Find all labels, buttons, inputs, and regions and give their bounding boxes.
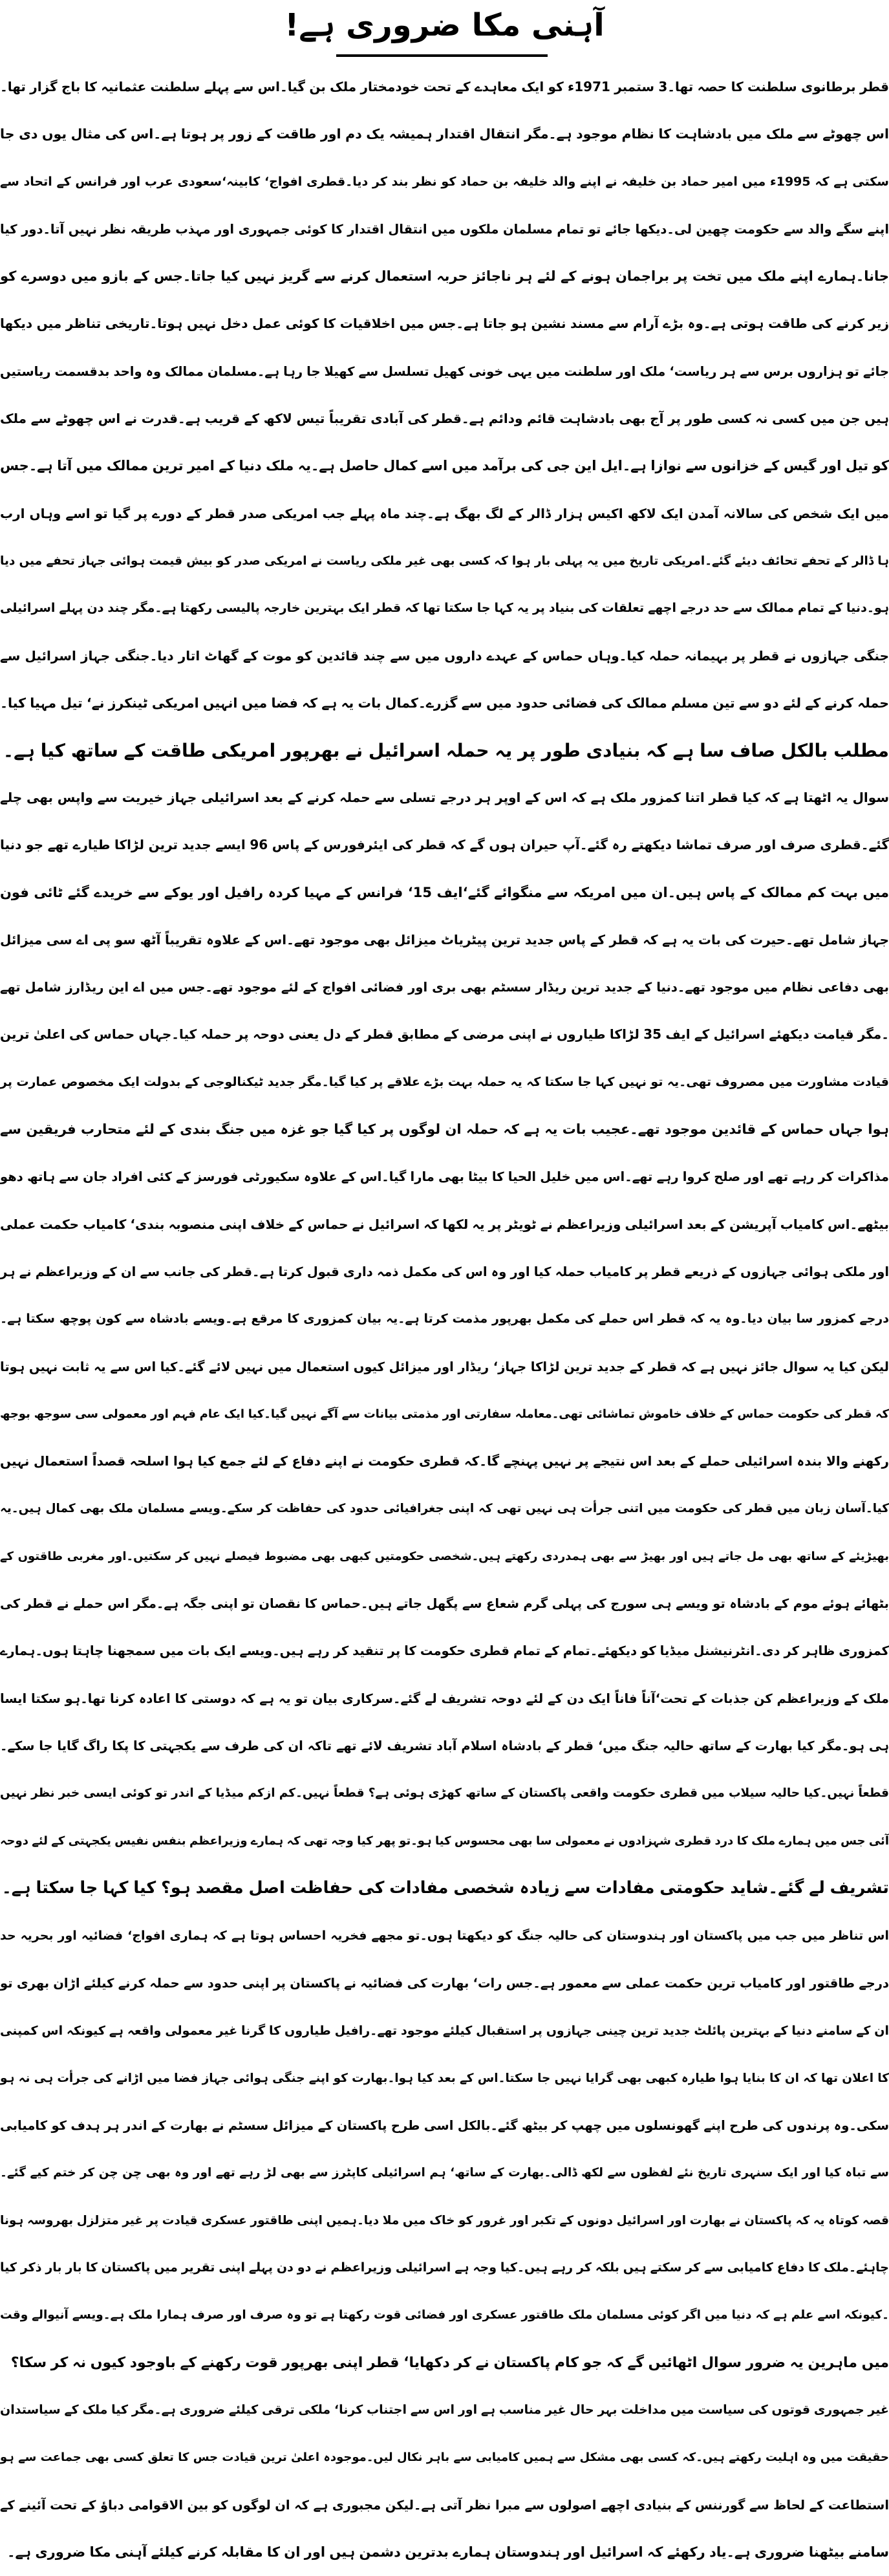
text-line: گئے۔قطری صرف اور صرف تماشا دیکھتے رہ گئے۔آپ حیران ہوں گے کہ قطر کی ایئرفورس کے پاس 96 ایسے جدید ترین لڑاکا طیارے تھے جو دنیا xyxy=(0,837,889,853)
paragraph-4 xyxy=(0,2387,889,2576)
text-line: سامنے بیٹھنا ضروری ہے۔یاد رکھئے کہ اسرائیل اور ہندوستان ہمارے بدترین دشمن ہیں اور ان کا مقابلہ کرنے کیلئے آہنی مکا ضروری ہے۔ xyxy=(7,2544,889,2560)
text-line: بٹھائے ہوئے موم کے بادشاہ تو ویسے ہی سورج کی پہلی گرم شعاع سے پگھل جاتے ہیں۔حماس کا نقصان تو اپنی جگہ ہے۔مگر اس حملے نے قطر کی xyxy=(0,1596,889,1612)
text-line: حملہ کرنے کے لئے دو سے تین مسلم ممالک کی فضائی حدود میں سے گزرے۔کمال بات یہ ہے کہ فضا میں انہیں امریکی ٹینکرز نے‘ تیل مہیا کیا۔ xyxy=(0,695,889,711)
text-line: قطعاً نہیں۔کیا حالیہ سیلاب میں قطری حکومت واقعی پاکستان کے ساتھ کھڑی ہوئی ہے؟ قطعاً نہیں۔کم ازکم میڈیا کے اندر تو کوئی ایسی خبر نظر نہیں xyxy=(0,1786,889,1801)
text-line: آئی جس میں ہمارے ملک کا درد قطری شہزادوں نے معمولی سا بھی محسوس کیا ہو۔تو پھر کیا وجہ تھی کہ ہمارے وزیراعظم بنفس نفیس یکجہتی کے لئے دوحہ xyxy=(0,1834,889,1848)
text-line: حقیقت میں وہ اہلیت رکھتے ہیں۔کہ کسی بھی مشکل سے ہمیں کامیابی سے باہر نکال لیں۔موجودہ اعلیٰ ترین قیادت جس کا تعلق کسی بھی جماعت سے ہو xyxy=(0,2451,889,2465)
text-line: سے تباہ کیا اور ایک سنہری تاریخ نئے لفظوں سے لکھ ڈالی۔بھارت کے ساتھ‘ ہم اسرائیلی کاپٹرز سے بھی لڑ رہے تھے اور وہ بھی چن چن کر ختم کیے گئے۔ xyxy=(0,2166,889,2180)
text-line: قیادت مشاورت میں مصروف تھی۔یہ تو نہیں کہا جا سکتا کہ یہ حملہ بہت بڑے علاقے پر کیا گیا۔مگر جدید ٹیکنالوجی کے بدولت ایک مخصوص عمارت پر xyxy=(0,1074,889,1089)
text-line: قصہ کوتاہ یہ کہ پاکستان نے بھارت اور اسرائیل دونوں کے تکبر اور غرور کو خاک میں ملا دیا۔ہمیں اپنی طاقتور عسکری قیادت پر غیر متزلزل بھروسہ ہونا xyxy=(0,2213,889,2227)
paragraph-2 xyxy=(0,774,889,1912)
text-line: ہیں جن میں کسی نہ کسی طور پر آج بھی بادشاہت قائم ودائم ہے۔قطر کی آبادی تقریباً تیس لاکھ کے قریب ہے۔قدرت نے اس چھوٹے سے ملک xyxy=(0,411,889,427)
text-line: ملک کے وزیراعظم کن جذبات کے تحت‘آناً فاناً ایک دن کے لئے دوحہ تشریف لے گئے۔سرکاری بیان تو یہ ہے کہ دوستی کا اعادہ کرنا تھا۔ہو سکتا ایسا xyxy=(0,1691,889,1706)
text-line: لیکن کیا یہ سوال جائز نہیں ہے کہ قطر کے جدید ترین لڑاکا جہاز‘ ریڈار اور میزائل کیوں استعمال میں نہیں لائے گئے۔کیا اس سے یہ ثابت نہیں ہوتا xyxy=(0,1359,889,1374)
text-line: غیر جمہوری قوتوں کی سیاست میں مداخلت بہر حال غیر مناسب ہے اور اس سے اجتناب کرنا‘ ملکی ترقی کیلئے ضروری ہے۔مگر کیا ملک کے سیاستدان xyxy=(0,2403,889,2417)
text-line: کیا۔آسان زبان میں قطر کی حکومت میں اتنی جرأت ہی نہیں تھی کہ اپنی جغرافیائی حدود کی حفاظت کر سکے۔ویسے مسلمان ملک بھی کمال ہیں۔یہ xyxy=(0,1502,889,1516)
text-line: جنگی جہازوں نے قطر پر بہیمانہ حملہ کیا۔وہاں حماس کے عہدے داروں میں سے چند قائدین کو موت کے گھاٹ اتار دیا۔جنگی جہاز اسرائیل سے xyxy=(0,647,889,664)
text-line: رکھنے والا بندہ اسرائیلی حملے کے بعد اس نتیجے پر نہیں پہنچے گا۔کہ قطری حکومت نے اپنے دفاع کے لئے جمع کیا ہوا اسلحہ قصداً استعمال نہیں xyxy=(0,1453,889,1469)
text-line: سکی۔وہ پرندوں کی طرح اپنے گھونسلوں میں چھپ کر بیٹھ گئے۔بالکل اسی طرح پاکستان کے میزائل سسٹم نے بھارت کے اندر ہر ہدف کو کامیابی xyxy=(0,2118,889,2134)
text-line: ہی ہو۔مگر کیا بھارت کے ساتھ حالیہ جنگ میں‘ قطر کے بادشاہ اسلام آباد تشریف لائے تھے تاکہ ان کی طرف سے یکجہتی کا پکا راگ گایا جا سکے۔ xyxy=(0,1738,889,1753)
text-line: ہا ڈالر کے تحفے تحائف دیئے گئے۔امریکی تاریخ میں یہ پہلی بار ہوا کہ کسی بھی غیر ملکی ریاست نے امریکی صدر کو بیش قیمت ہوائی جہاز تحفے میں دیا xyxy=(0,554,889,568)
article-title: آہنی مکا ضروری ہے! xyxy=(284,7,605,43)
text-line: اس چھوٹے سے ملک میں بادشاہت کا نظام موجود ہے۔مگر انتقال اقتدار ہمیشہ یک دم اور طاقت کے زور پر ہوتا ہے۔اس کی مثال یوں دی جا xyxy=(0,126,889,142)
text-line: میں ایک شخص کی سالانہ آمدن ایک لاکھ اکیس ہزار ڈالر کے لگ بھگ ہے۔چند ماہ پہلے جب امریکی صدر قطر کے دورے پر گیا تو اسے وہاں ارب xyxy=(0,505,889,521)
paragraph-1 xyxy=(0,63,889,774)
text-line: مطلب بالکل صاف سا ہے کہ بنیادی طور پر یہ حملہ اسرائیل نے بھرپور امریکی طاقت کے ساتھ کیا ہے۔ xyxy=(3,740,889,762)
text-line: ۔کیونکہ اسے علم ہے کہ دنیا میں اگر کوئی مسلمان ملک طاقتور عسکری اور فضائی قوت رکھتا ہے تو وہ صرف اور صرف ہمارا ملک ہے۔ویسے آنیوالے وقت xyxy=(0,2308,889,2322)
text-line: کو تیل اور گیس کے خزانوں سے نوازا ہے۔ایل این جی کی برآمد میں اسے کمال حاصل ہے۔یہ ملک دنیا کے امیر ترین ممالک میں آتا ہے۔جس xyxy=(0,458,889,474)
text-line: قطر برطانوی سلطنت کا حصہ تھا۔3 ستمبر 1971ء کو ایک معاہدے کے تحت خودمختار ملک بن گیا۔اس سے پہلے سلطنت عثمانیہ کا باج گزار تھا۔ xyxy=(0,79,889,94)
text-line: چاہئے۔ملک کا دفاع کامیابی سے کر سکتے ہیں بلکہ کر رہے ہیں۔کیا وجہ ہے اسرائیلی وزیراعظم نے دو دن پہلے اپنی تقریر میں پاکستان کا بار بار ذکر کیا xyxy=(0,2260,889,2275)
text-line: استطاعت کے لحاظ سے گورننس کے بنیادی اچھے اصولوں سے مبرا نظر آتی ہے۔لیکن مجبوری ہے کہ ان لوگوں کو بین الاقوامی دباؤ کے تحت آئینے کے xyxy=(0,2497,889,2513)
text-line: جائے تو ہزاروں برس سے ہر ریاست‘ ملک اور سلطنت میں یہی خونی کھیل تسلسل سے کھیلا جا رہا ہے۔مسلمان ممالک وہ واحد بدقسمت ریاستیں xyxy=(0,363,889,379)
text-line: درجے کمزور سا بیان دیا۔وہ یہ کہ قطر اس حملے کی مکمل بھرپور مذمت کرتا ہے۔یہ بیان کمزوری کا مرقع ہے۔ویسے بادشاہ سے کون پوچھ سکتا ہے۔ xyxy=(0,1312,889,1326)
text-line: ۔مگر قیامت دیکھئے اسرائیل کے ایف 35 لڑاکا طیاروں نے اپنی مرضی کے مطابق قطر کے دل یعنی دوحہ پر حملہ کیا۔جہاں حماس کی اعلیٰ ترین xyxy=(0,1026,889,1043)
text-line: ہوا جہاں حماس کے قائدین موجود تھے۔عجیب بات یہ ہے کہ حملہ ان لوگوں پر کیا گیا جو غزہ میں جنگ بندی کے لئے متحارب فریقین سے xyxy=(0,1121,889,1138)
text-line: ان کے سامنے دنیا کے بہترین پائلٹ جدید ترین چینی جہازوں پر استقبال کیلئے موجود تھے۔رافیل طیاروں کا گرنا غیر معمولی واقعہ ہے کیونکہ اس کمپنی xyxy=(0,2023,889,2038)
text-line: بھیڑیئے کے ساتھ بھی مل جاتے ہیں اور بھیڑ سے بھی ہمدردی رکھتے ہیں۔شخصی حکومتیں کبھی بھی مضبوط فیصلے نہیں کر سکتیں۔اور مغربی طاقتوں کے xyxy=(0,1549,889,1563)
text-line: درجے طاقتور اور کامیاب ترین حکمت عملی سے معمور ہے۔جس رات‘ بھارت کی فضائیہ نے پاکستان پر اپنی حدود سے حملہ کرنے کیلئے اڑان بھری تو xyxy=(0,1976,889,1991)
text-line: میں ماہرین یہ ضرور سوال اٹھائیں گے کہ جو کام پاکستان نے کر دکھایا‘ قطر اپنی بھرپور قوت رکھنے کے باوجود کیوں نہ کر سکا؟ xyxy=(10,2354,889,2371)
text-line: زیر کرنے کی طاقت ہوتی ہے۔وہ بڑے آرام سے مسند نشین ہو جاتا ہے۔جس میں اخلاقیات کا کوئی عمل دخل نہیں ہوتا۔تاریخی تناظر میں دیکھا xyxy=(0,316,889,332)
text-line: مذاکرات کر رہے تھے اور صلح کروا رہے تھے۔اس میں خلیل الحیا کا بیٹا بھی مارا گیا۔اس کے علاوہ سکیورٹی فورسز کے کئی افراد جان سے ہاتھ دھو xyxy=(0,1169,889,1185)
text-line: تشریف لے گئے۔شاید حکومتی مفادات سے زیادہ شخصی مفادات کی حفاظت اصل مقصد ہو؟ کیا کہا جا سکتا ہے۔ xyxy=(1,1878,889,1898)
text-line: جانا۔ہمارے اپنے ملک میں تخت پر براجمان ہونے کے لئے ہر ناجائز حربہ استعمال کرنے سے گریز نہیں کیا جاتا۔جس کے بازو میں دوسرے کو xyxy=(0,268,889,285)
text-line: ہو۔دنیا کے تمام ممالک سے حد درجے اچھے تعلقات کی بنیاد پر یہ کہا جا سکتا تھا کہ قطر ایک بہترین خارجہ پالیسی رکھتا ہے۔مگر چند دن پہلے اسرائیلی xyxy=(0,601,889,616)
text-line: اپنے سگے والد سے حکومت چھین لی۔دیکھا جائے تو تمام مسلمان ملکوں میں انتقال اقتدار کا کوئی جمہوری اور مہذب طریقہ نظر نہیں آتا۔دور کیا xyxy=(0,221,889,237)
text-line: بیٹھے۔اس کامیاب آپریشن کے بعد اسرائیلی وزیراعظم نے ٹویٹر پر یہ لکھا کہ اسرائیل نے حماس کے خلاف اپنی منصوبہ بندی‘ کامیاب حکمت عملی xyxy=(0,1216,889,1232)
text-line: میں بہت کم ممالک کے پاس ہیں۔ان میں امریکہ سے منگوائے گئے‘ایف 15‘ فرانس کے مہیا کردہ رافیل اور یوکے سے خریدے گئے ٹائی فون xyxy=(0,884,889,900)
title-underline xyxy=(336,54,548,57)
text-line: کہ قطر کی حکومت حماس کے خلاف خاموش تماشائی تھی۔معاملہ سفارتی اور مذمتی بیانات سے آگے نہیں گیا۔کیا ایک عام فہم اور معمولی سی سوجھ بوجھ xyxy=(0,1407,889,1421)
text-line: جہاز شامل تھے۔حیرت کی بات یہ ہے کہ قطر کے پاس جدید ترین پیٹریاٹ میزائل بھی موجود تھے۔اس کے علاوہ تقریباً آٹھ سو پی اے سی میزائل xyxy=(0,931,889,947)
paragraph-3 xyxy=(0,1912,889,2387)
text-line: کمزوری ظاہر کر دی۔انٹرنیشنل میڈیا کو دیکھئے۔تمام کے تمام قطری حکومت کا پر تنقید کر رہے ہیں۔ویسے ایک بات میں سمجھنا چاہتا ہوں۔ہمارے xyxy=(0,1643,889,1659)
text-line: اس تناظر میں جب میں پاکستان اور ہندوستان کی حالیہ جنگ کو دیکھتا ہوں۔تو مجھے فخریہ احساس ہوتا ہے کہ ہماری افواج‘ فضائیہ اور بحریہ حد xyxy=(0,1929,889,1943)
text-line: بھی دفاعی نظام میں موجود تھے۔دنیا کے جدید ترین ریڈار سسٹم بھی بری اور فضائی افواج کے لئے موجود تھے۔جس میں اے این ریڈارز شامل تھے xyxy=(0,980,889,995)
text-line: اور ملکی ہوائی جہازوں کے ذریعے قطر پر کامیاب حملہ کیا اور وہ اس کی مکمل ذمہ داری قبول کرتا ہے۔قطر کی جانب سے ان کے وزیراعظم نے ہر xyxy=(0,1264,889,1279)
text-line: سکتی ہے کہ 1995ء میں امیر حماد بن خلیفہ نے اپنے والد خلیفہ بن حماد کو نظر بند کر دیا۔قطری افواج‘ کابینہ‘سعودی عرب اور فرانس کے اتحاد سے xyxy=(0,174,889,189)
text-line: کا اعلان تھا کہ ان کا بنایا ہوا طیارہ کبھی بھی گرایا نہیں جا سکتا۔اس کے بعد کیا ہوا۔بھارت کو اپنے جنگی ہوائی جہاز فضا میں اڑانے کی جرأت ہی نہ ہو xyxy=(0,2071,889,2085)
text-line: سوال یہ اٹھتا ہے کہ کیا قطر اتنا کمزور ملک ہے کہ اس کے اوپر ہر درجے تسلی سے حملہ کرنے کے بعد اسرائیلی جہاز خیریت سے واپس بھی چلے xyxy=(0,790,889,805)
